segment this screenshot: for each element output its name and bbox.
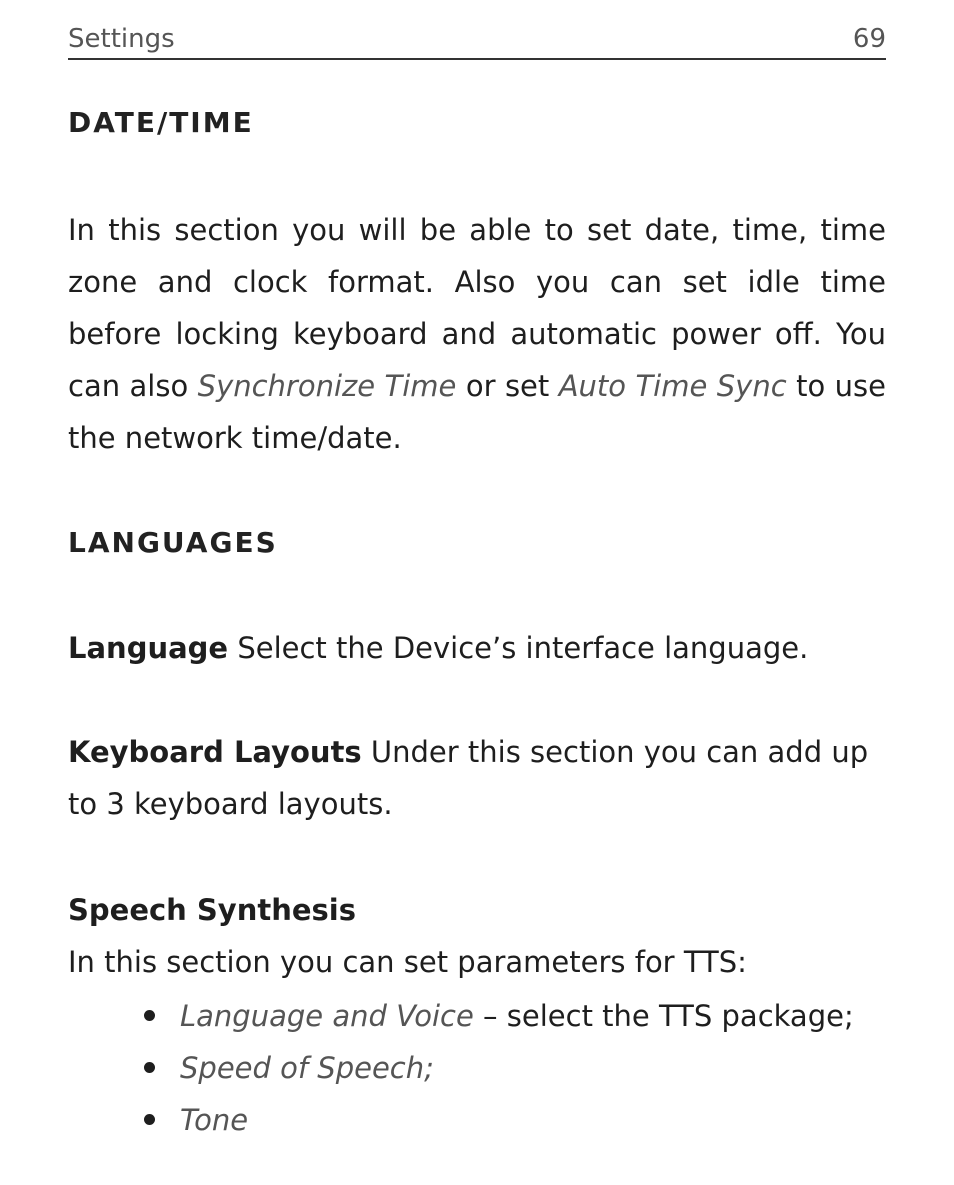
- language-paragraph: [68, 622, 886, 674]
- language-term: Language: [68, 631, 229, 665]
- speech-synthesis-intro: In this section you can set parameters for TTS:: [68, 945, 747, 979]
- list-item-term: Tone: [180, 1103, 249, 1137]
- keyboard-layouts-text: Under this section you can add up to 3 keyboard layouts.: [68, 735, 869, 821]
- tts-parameter-list: [144, 990, 886, 1146]
- keyboard-layouts-term: Keyboard Layouts: [68, 735, 362, 769]
- date-time-heading: DATE/TIME: [68, 106, 254, 139]
- list-item: [144, 1094, 886, 1146]
- speech-synthesis-block: [68, 884, 886, 988]
- synchronize-time-term: Synchronize Time: [197, 369, 457, 403]
- list-item-term: Speed of Speech;: [180, 1051, 434, 1085]
- language-text: Select the Device’s interface language.: [228, 631, 809, 665]
- speech-synthesis-title: Speech Synthesis: [68, 893, 356, 927]
- date-time-text-2: or set: [456, 369, 559, 403]
- keyboard-layouts-paragraph: [68, 726, 886, 830]
- list-item: [144, 1042, 886, 1094]
- bullet-icon: [144, 1114, 155, 1125]
- languages-heading: LANGUAGES: [68, 526, 278, 559]
- auto-time-sync-term: Auto Time Sync: [558, 369, 787, 403]
- bullet-icon: [144, 1010, 155, 1021]
- date-time-text-3: to use the network time/date.: [68, 369, 886, 455]
- date-time-paragraph: [68, 204, 886, 464]
- running-header: [68, 22, 886, 60]
- list-item-term: Language and Voice: [180, 999, 474, 1033]
- list-item-text: – select the TTS package;: [473, 999, 854, 1033]
- header-section-name: Settings: [68, 24, 175, 54]
- manual-page: [68, 0, 886, 1185]
- bullet-icon: [144, 1062, 155, 1073]
- list-item: [144, 990, 886, 1042]
- header-page-number: 69: [852, 24, 886, 54]
- date-time-text-1: In this section you will be able to set date, time, time zone and clock format. Also you can set idle time before locking keyboard and automatic power off. You can also: [68, 213, 886, 403]
